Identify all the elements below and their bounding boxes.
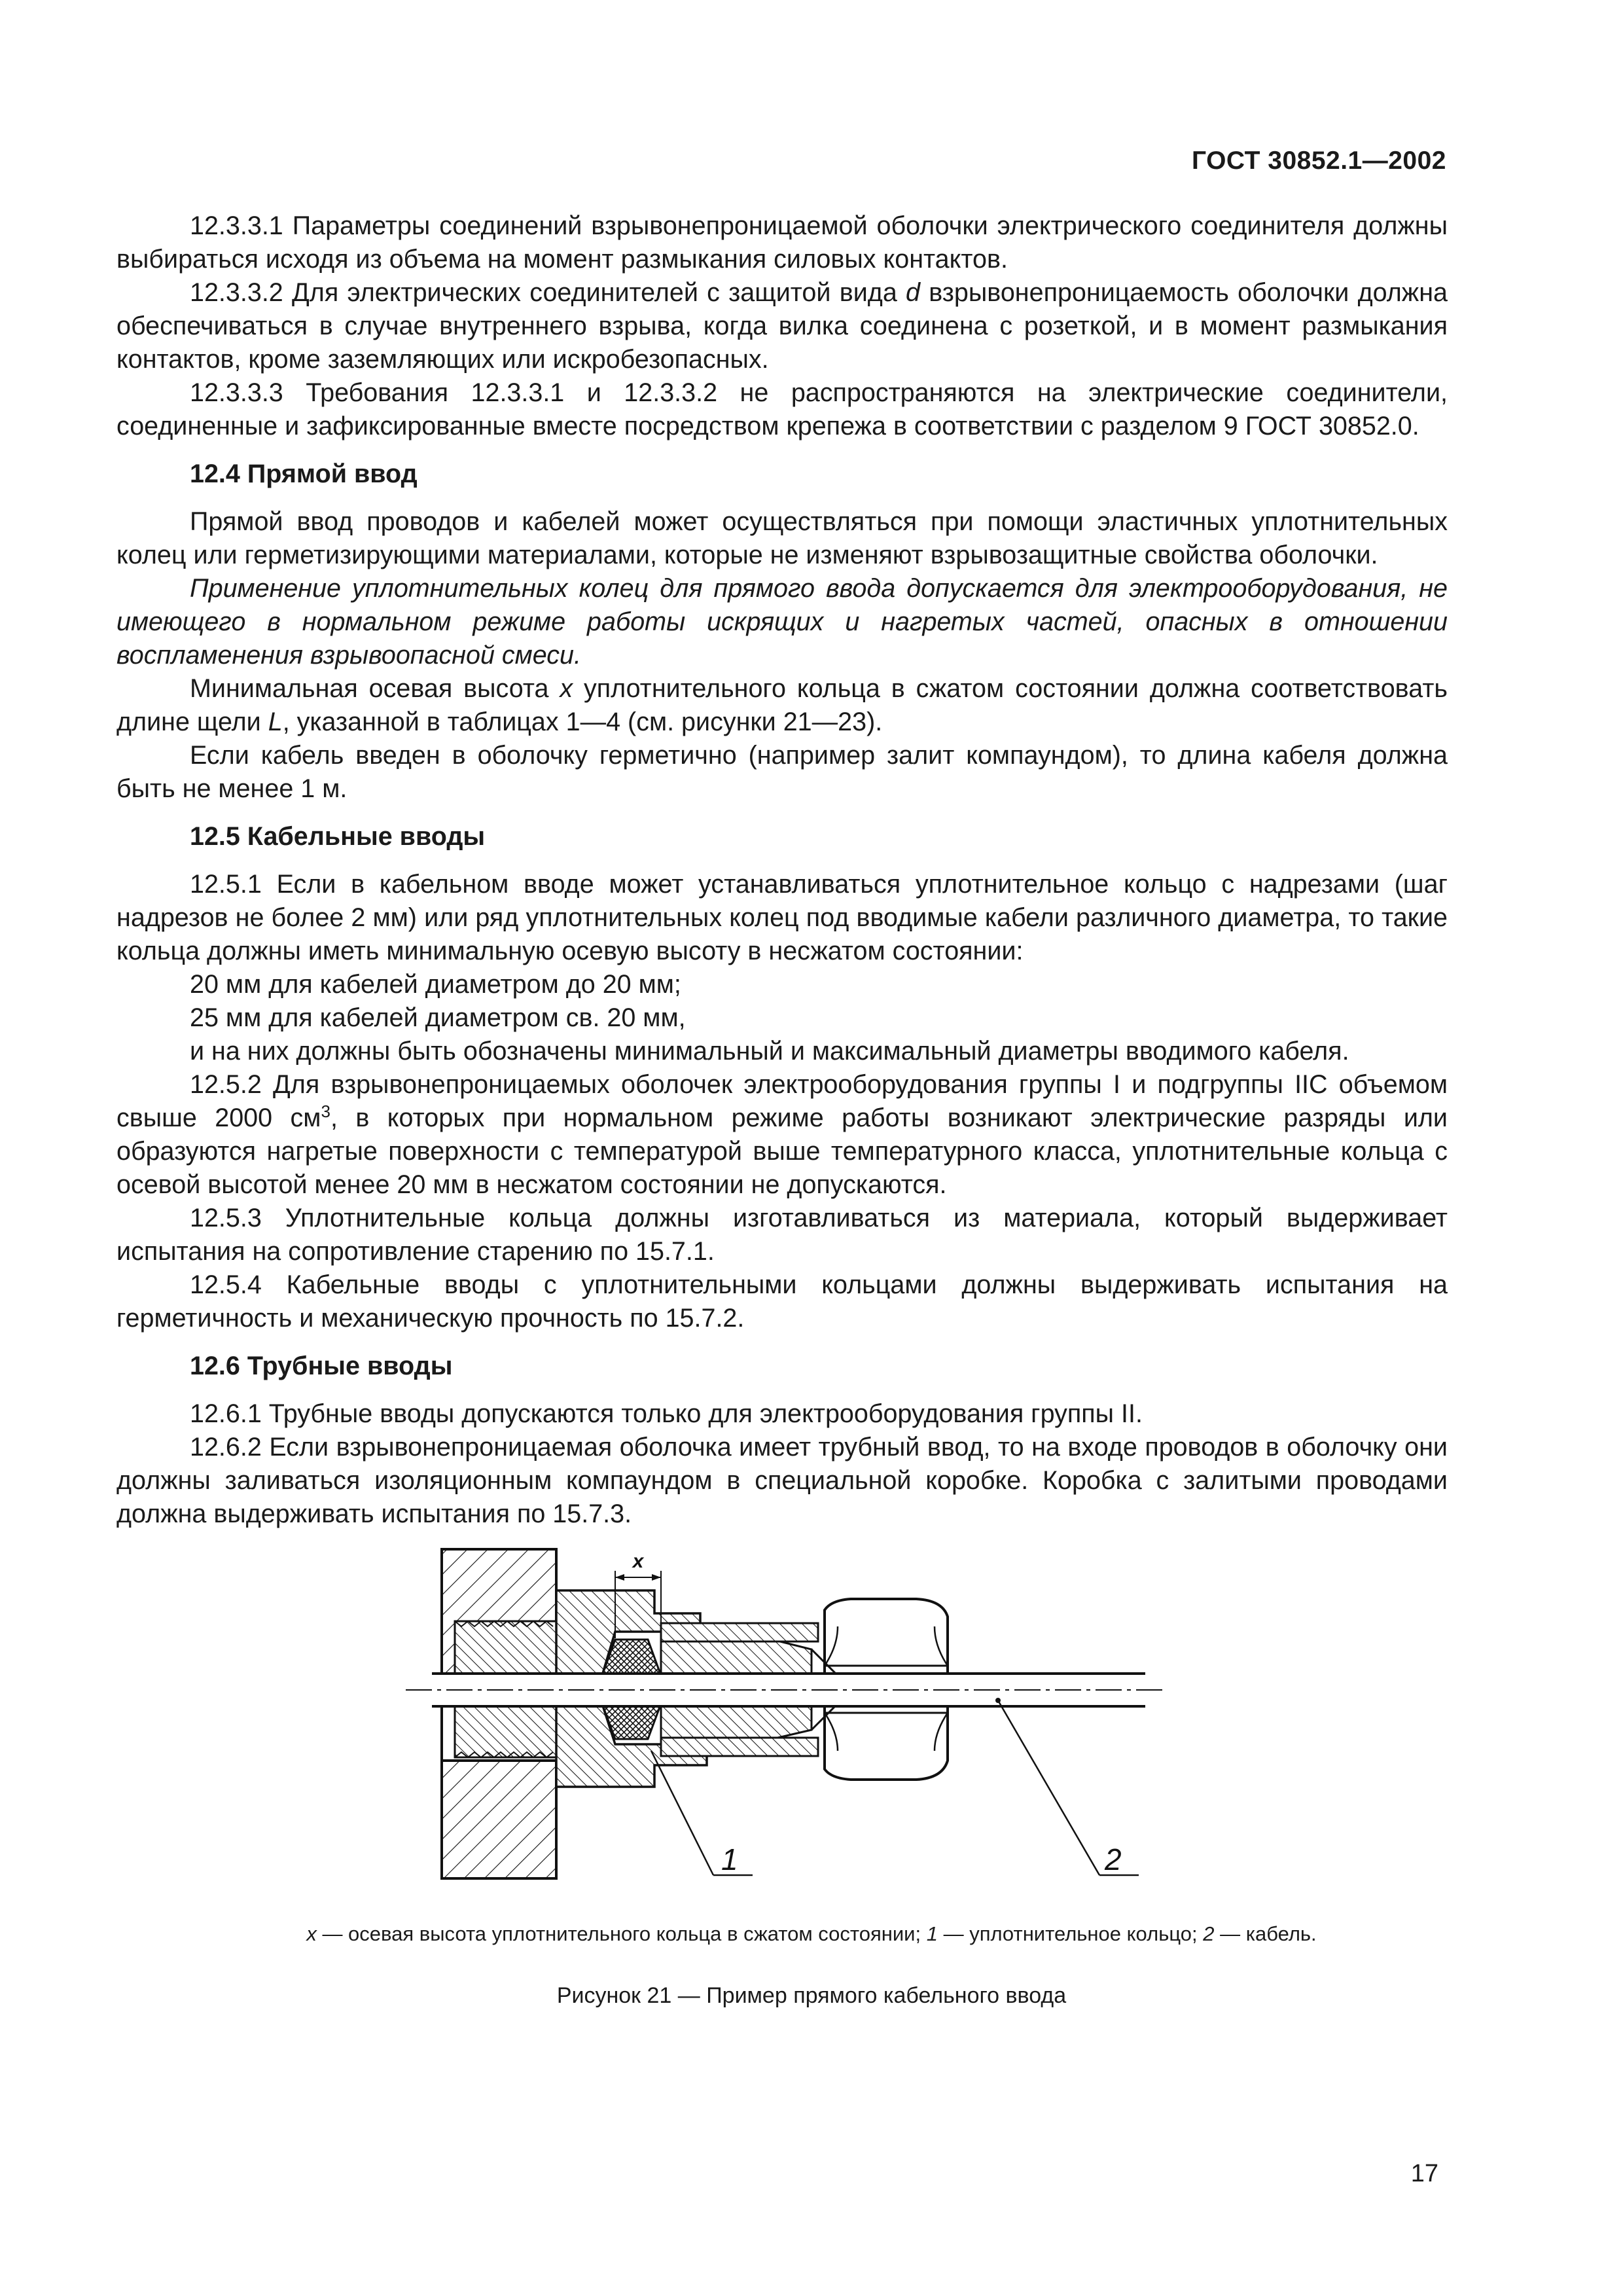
figure-legend: x — осевая высота уплотнительного кольца в сжатом состоянии; 1 — уплотнительное кольцо; 2 — кабель. (306, 1922, 1317, 1945)
paragraph-12-6-2: 12.6.2 Если взрывонепроницаемая оболочка имеет трубный ввод, то на входе проводов в оболочку они должны заливаться изоляционным компаундом в специальной коробке. Коробка с залитыми проводами должна выдерживать испытания по 15.7.3. (116, 1433, 1448, 1528)
section-heading-12-5: 12.5 Кабельные вводы (190, 822, 486, 851)
paragraph-12-3-3-3: 12.3.3.3 Требования 12.3.3.1 и 12.3.3.2 не распространяются на электрические соединители, соединенные и зафиксированные вместе посредством крепежа в соответствии с разделом 9 ГОСТ 30852.0. (116, 378, 1448, 440)
paragraph-12-4-3: Минимальная осевая высота x уплотнительного кольца в сжатом состоянии должна соответствовать длине щели L, указанной в таблицах 1—4 (см. рисунки 21—23). (116, 674, 1448, 736)
paragraph-12-4-4: Если кабель введен в оболочку герметично (например залит компаундом), то длина кабеля должна быть не менее 1 м. (116, 741, 1448, 803)
paragraph-12-6-1: 12.6.1 Трубные вводы допускаются только для электрооборудования группы II. (190, 1399, 1143, 1428)
document-body (116, 209, 1448, 1531)
paragraph-12-5-1: 12.5.1 Если в кабельном вводе может устанавливаться уплотнительное кольцо с надрезами (шаг надрезов не более 2 мм) или ряд уплотнительных колец под вводимые кабели различного диаметра, то такие кольца должны иметь минимальную осевую высоту в несжатом состоянии: (116, 870, 1448, 965)
list-item: 20 мм для кабелей диаметром до 20 мм; (190, 970, 681, 999)
paragraph-12-4-1: Прямой ввод проводов и кабелей может осуществляться при помощи эластичных уплотнительных колец или герметизирующими материалами, которые не изменяют взрывозащитные свойства оболочки. (116, 507, 1448, 569)
section-heading-12-4: 12.4 Прямой ввод (190, 459, 418, 488)
list-item: 25 мм для кабелей диаметром св. 20 мм, (190, 1003, 686, 1032)
cable (406, 1674, 1165, 1706)
paragraph-12-5-4: 12.5.4 Кабельные вводы с уплотнительными кольцами должны выдерживать испытания на герметичность и механическую прочность по 15.7.2. (116, 1270, 1448, 1333)
figure-caption: Рисунок 21 — Пример прямого кабельного ввода (556, 1983, 1067, 2008)
paragraph-12-5-3: 12.5.3 Уплотнительные кольца должны изготавливаться из материала, который выдерживает испытания на сопротивление старению по 15.7.1. (116, 1204, 1448, 1266)
section-heading-12-6: 12.6 Трубные вводы (190, 1352, 453, 1380)
figure-cable-entry-diagram (380, 1535, 1191, 1898)
paragraph-12-4-2: Применение уплотнительных колец для прямого ввода допускается для электрооборудования, не имеющего в нормальном режиме работы искрящих и нагретых частей, опасных в отношении воспламенения взрывоопасной смеси. (116, 574, 1448, 670)
callout-1 (651, 1751, 753, 1876)
callout-1-label: 1 (721, 1842, 738, 1876)
paragraph-12-3-3-2: 12.3.3.2 Для электрических соединителей с защитой вида d взрывонепроницаемость оболочки должна обеспечиваться в случае внутреннего взрыва, когда вилка соединена с розеткой, и в момент размыкания контактов, кроме заземляющих или искробезопасных. (116, 278, 1448, 374)
paragraph-12-3-3-1: 12.3.3.1 Параметры соединений взрывонепроницаемой оболочки электрического соединителя должны выбираться исходя из объема на момент размыкания силовых контактов. (116, 211, 1448, 274)
callout-2-label: 2 (1105, 1842, 1122, 1876)
list-item: и на них должны быть обозначены минимальный и максимальный диаметры вводимого кабеля. (190, 1037, 1349, 1066)
dimension-x-label: x (632, 1551, 644, 1572)
document-header: ГОСТ 30852.1—2002 (1191, 147, 1446, 175)
page-number: 17 (1410, 2160, 1438, 2187)
paragraph-12-5-2: 12.5.2 Для взрывонепроницаемых оболочек электрооборудования группы I и подгруппы IIC объемом свыше 2000 $см^3$, в которых при нормальном режиме работы возникают электрические разряды или образуются нагретые поверхности с температурой выше температурного класса, уплотнительные кольца с осевой высотой менее 20 мм в несжатом состоянии не допускаются. (116, 1070, 1448, 1199)
callout-2 (995, 1698, 1139, 1876)
